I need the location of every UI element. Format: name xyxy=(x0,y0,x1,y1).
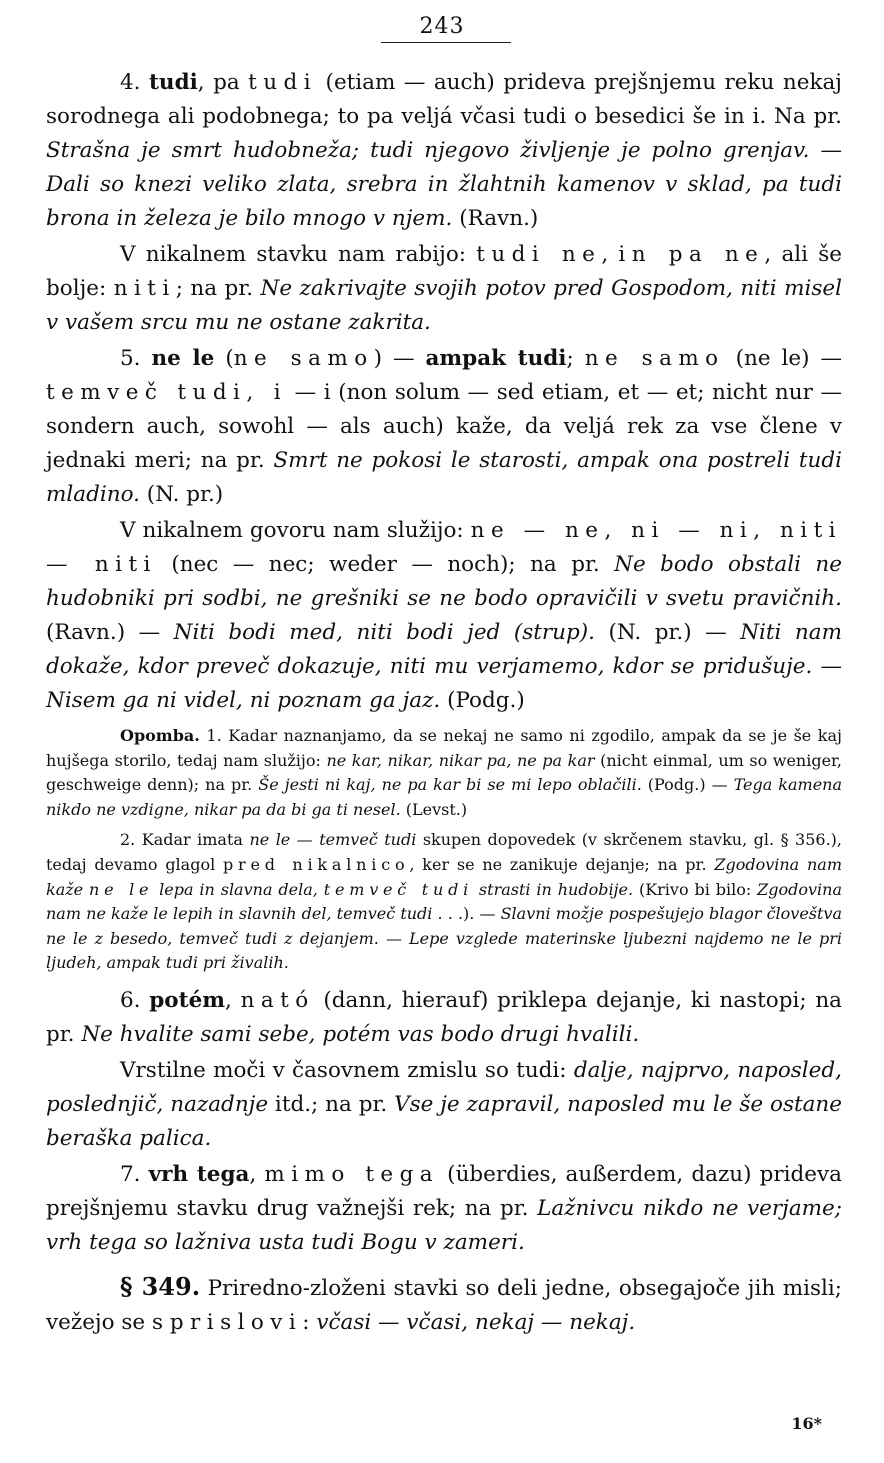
keyword: vrh tega xyxy=(148,1161,250,1187)
source: (Levst.) xyxy=(400,799,468,819)
text: (dann, hierauf) priklepa dejanje, ki nastopi; na pr. xyxy=(46,987,842,1047)
text: — i (non solum — sed etiam, et — et; nicht nur — sondern auch, sowohl — als auch) kaže, da veljá rek za vse člene v jednaki meri; na pr. xyxy=(46,380,843,473)
text: Priredno-zloženi stavki so deli jedne, obsegajoče jih misli; vežejo se s xyxy=(46,1275,842,1335)
text: skupen dopovedek (v skrčenem stavku, gl. § 356.), tedaj devamo glagol xyxy=(46,830,843,874)
text: 1. Kadar naznanjamo, da se nekaj ne samo ni zgodilo, ampak da se je še kaj hujšega storilo, tedaj nam služijo: xyxy=(46,726,842,770)
keyword: tudi xyxy=(149,70,198,95)
spaced-example: ne le xyxy=(89,879,154,899)
page-content xyxy=(46,66,842,1340)
text: , xyxy=(601,242,619,267)
section-number: § 349. xyxy=(120,1271,201,1301)
spaced-term: mimo tega xyxy=(264,1161,440,1187)
example: Še jesti ni kaj, ne pa kar bi se mi lepo oblačili. xyxy=(258,775,642,795)
paragraph-negative-speech xyxy=(46,514,842,718)
example: Slavni možje pospešujejo blagor človeštva ne le z besedo, temveč tudi z dejanjem. — Lepe vzglede materinske ljubezni najdemo ne le pri ljudeh, ampak tudi pri živalih. xyxy=(46,904,842,973)
remark-2 xyxy=(46,828,842,976)
paragraph-4-tudi xyxy=(46,66,842,236)
text: 2. Kadar imata xyxy=(120,830,250,850)
source: (Ravn.) — xyxy=(46,620,174,645)
text: (nec — nec; weder — noch); na pr. xyxy=(156,552,615,577)
text: (überdies, außerdem, dazu) prideva prejšnjemu stavku drug važnejši rek; na pr. xyxy=(46,1161,842,1221)
item-number: 6. xyxy=(120,987,141,1013)
text: : xyxy=(302,1309,317,1335)
text: (nicht einmal, um so weniger, geschweige denn); na pr. xyxy=(46,750,843,795)
spaced-term: niti xyxy=(113,276,176,301)
text: ; na pr. xyxy=(175,276,261,301)
source: (Podg.) xyxy=(440,688,525,713)
example: včasi — včasi, nekaj — nekaj. xyxy=(316,1309,636,1335)
example: Vse je zapravil, naposled mu le še ostane beraška palica. xyxy=(46,1091,843,1151)
example: Zgodovina nam ne kaže le lepih in slavnih del, temveč tudi . . . xyxy=(46,879,842,924)
remark-1 xyxy=(46,724,842,822)
spaced-term: ne samo xyxy=(584,346,725,371)
source: (Ravn.) xyxy=(452,206,539,231)
text: V nikalnem govoru nam služijo: xyxy=(120,518,471,543)
example: Niti bodi med, niti bodi jed (strup). xyxy=(173,620,596,645)
example: Niti nam dokaže, kdor preveč dokazuje, niti mu verjamemo, kdor se pridušuje. — Nisem ga ni videl, ni poznam ga jaz. xyxy=(46,620,842,713)
paragraph-7-vrh-tega xyxy=(46,1158,842,1260)
text: , ker se ne zanikuje dejanje; na pr. xyxy=(409,854,715,874)
paragraph-5-ne-le xyxy=(46,342,842,512)
keyword: ampak tudi xyxy=(425,346,567,371)
spaced-term: in pa ne xyxy=(618,242,765,267)
example: dalje, najprvo, naposled, poslednjič, nazadnje xyxy=(46,1057,842,1117)
text: , xyxy=(225,987,241,1013)
text: ( xyxy=(214,346,234,371)
source: (N. pr.) xyxy=(139,482,224,507)
page-number: 243 xyxy=(419,14,465,39)
spaced-term: ne samo xyxy=(233,346,374,371)
text: V nikalnem stavku nam rabijo: xyxy=(120,242,477,267)
text: ; xyxy=(566,346,585,371)
source: (Podg.) — xyxy=(641,775,734,795)
source: (N. pr.) — xyxy=(595,620,741,645)
item-number: 5. xyxy=(120,346,141,371)
header-rule xyxy=(381,42,511,43)
example: Strašna je smrt hudobneža; tudi njegovo življenje je polno grenjav. — Dali so knezi veliko zlata, srebra in žlahtnih kamenov v sklad, pa tudi brona in železa je bilo mnogo v njem. xyxy=(46,138,842,231)
paragraph-ordinal xyxy=(46,1054,842,1156)
remark-label: Opomba. xyxy=(120,726,200,745)
spaced-term: nató xyxy=(240,987,315,1013)
example: Smrt ne pokosi le starosti, ampak ona postreli tudi mladino. xyxy=(46,448,843,507)
spaced-term: tudi ne xyxy=(476,242,602,267)
example: Ne hvalite sami sebe, potém vas bodo drugi hvalili. xyxy=(81,1021,640,1047)
text: , xyxy=(249,1161,265,1187)
example: strasti in hudobije. xyxy=(473,879,634,899)
spaced-example: temveč tudi xyxy=(323,879,474,899)
spaced-term: pred nikalnico xyxy=(223,854,410,874)
spaced-term: temveč tudi, i xyxy=(46,380,288,405)
keyword: ne le xyxy=(151,346,215,371)
text: itd.; na pr. xyxy=(268,1091,395,1117)
text: (etiam — auch) prideva prejšnjemu reku nekaj sorodnega ali podobnega; to pa veljá včasi tudi o besedici še in i. Na pr. xyxy=(46,70,842,129)
text: ). — xyxy=(463,904,501,924)
example: Zgodovina nam kaže xyxy=(46,854,843,899)
text: (ne le) — xyxy=(724,346,843,371)
remark-block xyxy=(46,724,842,976)
text: , ali še bolje: xyxy=(46,242,843,301)
text: (Krivo bi bilo: xyxy=(633,879,758,899)
item-number: 4. xyxy=(120,70,141,95)
text: ) — xyxy=(373,346,426,371)
example: Tega kamena nikdo ne vzdigne, nikar pa da bi ga ti nesel. xyxy=(46,775,843,819)
keyword: potém xyxy=(149,987,225,1013)
spaced-term: ne — ne, ni — ni, niti — niti xyxy=(46,518,843,577)
example: Ne bodo obstali ne hudobniki pri sodbi, ne grešniki se ne bodo opravičili v svetu pravičnih. xyxy=(46,552,842,611)
example: ne kar, nikar, nikar pa, ne pa kar xyxy=(326,750,595,770)
example: Lažnivcu nikdo ne verjame; vrh tega so lažniva usta tudi Bogu v zameri. xyxy=(46,1195,843,1255)
spaced-term: prislovi xyxy=(169,1309,303,1335)
item-number: 7. xyxy=(120,1161,141,1187)
text: Vrstilne moči v časovnem zmislu so tudi: xyxy=(120,1057,574,1083)
spaced-term: tudi xyxy=(248,70,318,95)
example: ne le — temveč tudi xyxy=(249,830,417,850)
paragraph-section-349 xyxy=(46,1270,842,1340)
text: , pa xyxy=(197,70,249,95)
sheet-signature: 16* xyxy=(791,1414,822,1433)
paragraph-negative xyxy=(46,238,842,340)
paragraph-6-potem xyxy=(46,984,842,1052)
example: lepa in slavna dela, xyxy=(153,879,324,899)
example: Ne zakrivajte svojih potov pred Gospodom, niti misel v vašem srcu mu ne ostane zakrita. xyxy=(46,276,842,335)
